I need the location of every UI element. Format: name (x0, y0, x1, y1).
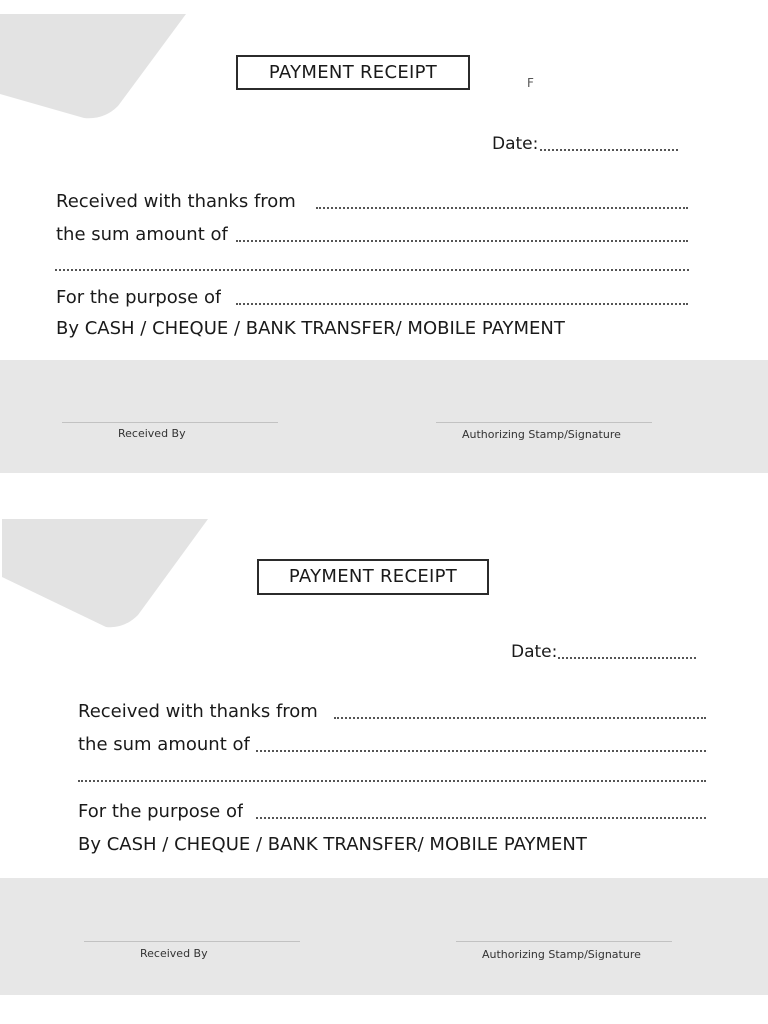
signature-label: Authorizing Stamp/Signature (462, 428, 621, 441)
sum-label: the sum amount of (56, 224, 228, 245)
signature-band (0, 360, 768, 473)
purpose-label: For the purpose of (78, 801, 244, 822)
received-by-label: Received By (118, 427, 186, 440)
receipt-1 (0, 0, 768, 480)
sum-field-continuation[interactable] (55, 269, 689, 271)
signature-label: Authorizing Stamp/Signature (482, 948, 641, 961)
receipt-title: PAYMENT RECEIPT (236, 55, 470, 90)
receipt-title: PAYMENT RECEIPT (257, 559, 489, 595)
received-from-label: Received with thanks from (78, 701, 318, 722)
decorative-corner-shape (0, 14, 190, 124)
received-by-line[interactable] (84, 941, 300, 942)
date-label: Date: (511, 642, 558, 662)
sum-field[interactable] (236, 240, 688, 242)
received-from-field[interactable] (316, 207, 688, 209)
date-field[interactable] (558, 657, 696, 659)
purpose-field[interactable] (236, 303, 688, 305)
date-label: Date: (492, 134, 539, 154)
sum-field[interactable] (256, 750, 706, 752)
received-by-label: Received By (140, 947, 208, 960)
signature-line[interactable] (456, 941, 672, 942)
purpose-label: For the purpose of (56, 287, 222, 308)
sum-field-continuation[interactable] (78, 780, 706, 782)
receipt-2 (0, 505, 768, 1024)
date-field[interactable] (540, 149, 678, 151)
received-from-label: Received with thanks from (56, 191, 296, 212)
payment-methods: By CASH / CHEQUE / BANK TRANSFER/ MOBILE PAYMENT (56, 318, 565, 339)
received-by-line[interactable] (62, 422, 278, 423)
decorative-corner-shape (2, 519, 212, 631)
received-from-field[interactable] (334, 717, 706, 719)
payment-methods: By CASH / CHEQUE / BANK TRANSFER/ MOBILE PAYMENT (78, 834, 587, 855)
signature-band (0, 878, 768, 995)
purpose-field[interactable] (256, 817, 706, 819)
sum-label: the sum amount of (78, 734, 250, 755)
stray-mark: F (527, 76, 534, 90)
signature-line[interactable] (436, 422, 652, 423)
